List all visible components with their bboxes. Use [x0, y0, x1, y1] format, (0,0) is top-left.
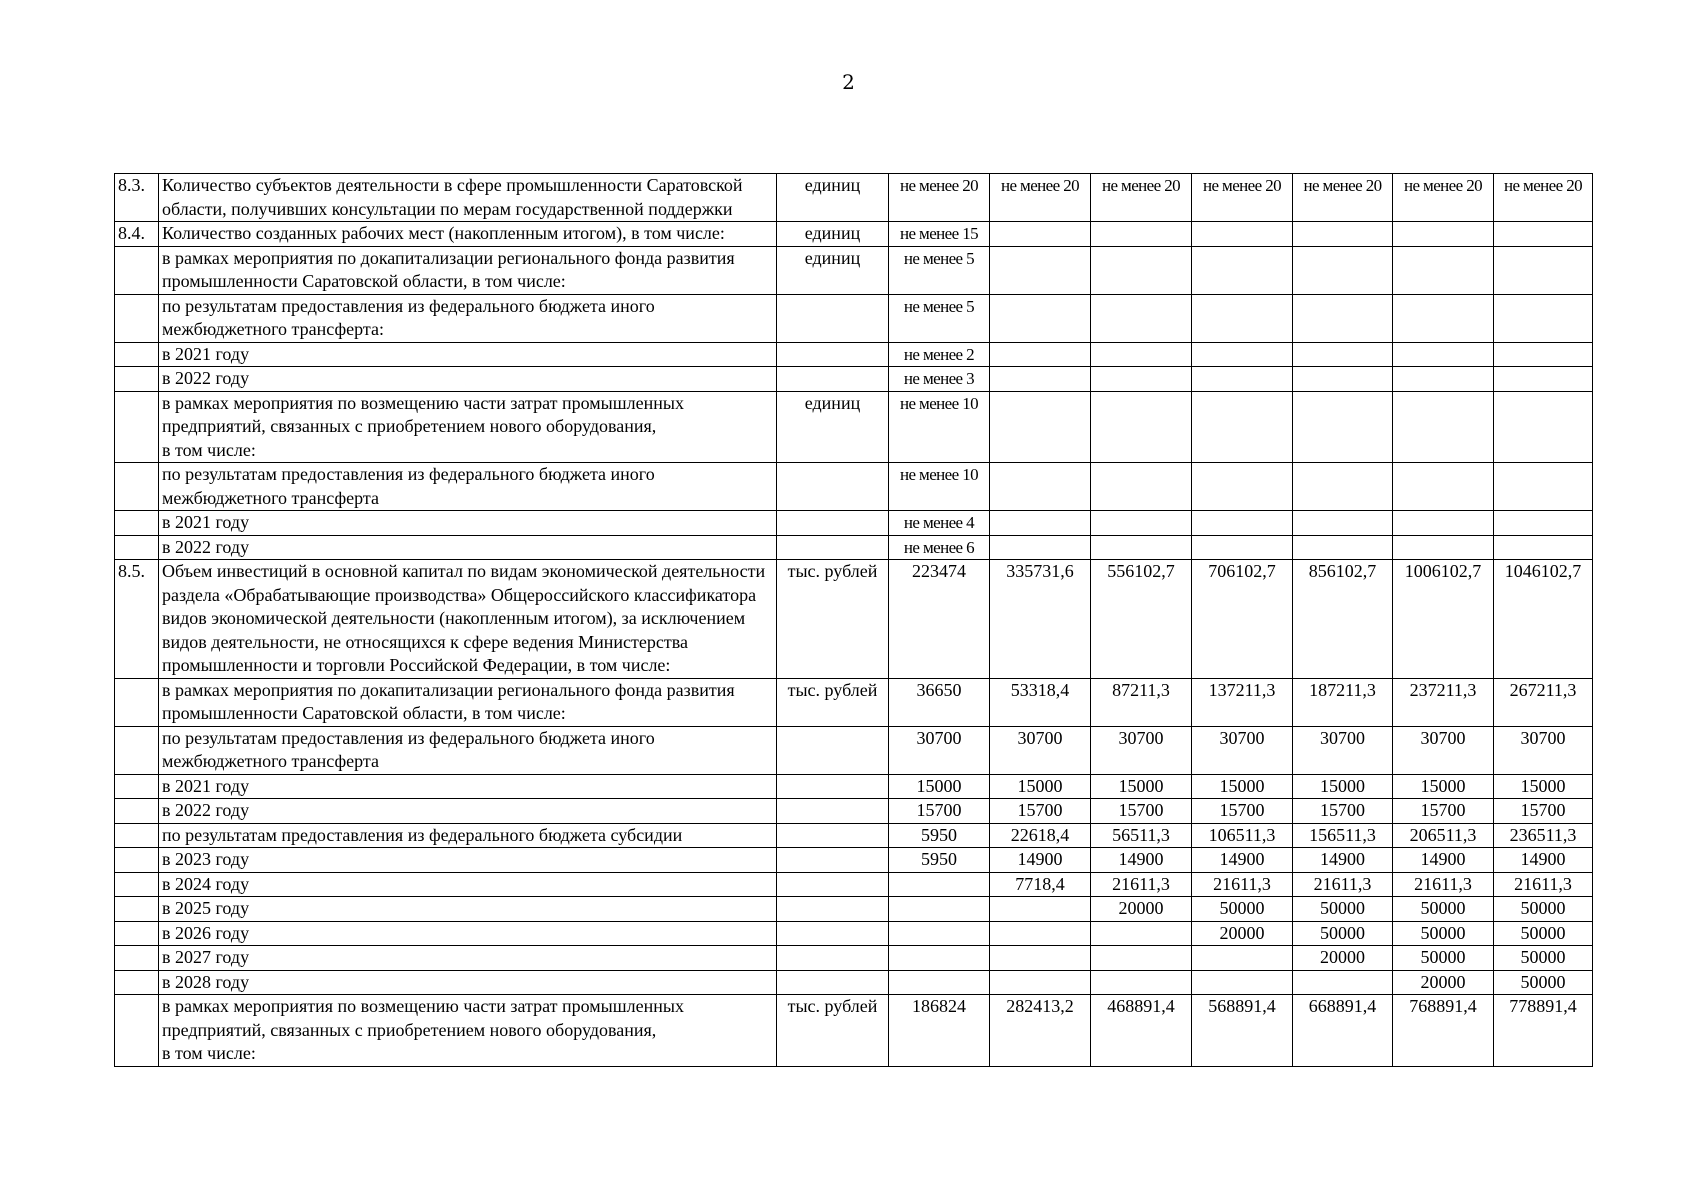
value-cell — [1393, 511, 1494, 536]
value-cell: 5950 — [889, 848, 990, 873]
value-cell — [1393, 222, 1494, 247]
row-number-cell — [115, 463, 159, 511]
value-cell — [889, 970, 990, 995]
value-cell — [889, 921, 990, 946]
value-cell: 267211,3 — [1494, 678, 1593, 726]
value-cell: 668891,4 — [1293, 995, 1393, 1067]
value-cell: не менее 20 — [889, 174, 990, 222]
value-cell — [1293, 294, 1393, 342]
value-cell — [1192, 246, 1293, 294]
unit-cell — [777, 823, 889, 848]
table-row — [115, 774, 1593, 799]
value-cell — [990, 511, 1091, 536]
value-cell — [1192, 946, 1293, 971]
indicator-name-cell: в рамках мероприятия по докапитализации регионального фонда развития промышленности Саратовской области, в том числе: — [159, 678, 777, 726]
row-number-cell — [115, 823, 159, 848]
value-cell — [1393, 367, 1494, 392]
value-cell — [1293, 342, 1393, 367]
value-cell — [1091, 921, 1192, 946]
value-cell — [1192, 463, 1293, 511]
value-cell: 1046102,7 — [1494, 560, 1593, 679]
value-cell: 30700 — [990, 726, 1091, 774]
table-row — [115, 174, 1593, 222]
unit-cell: тыс. рублей — [777, 995, 889, 1067]
value-cell — [889, 946, 990, 971]
value-cell — [1091, 463, 1192, 511]
value-cell: 335731,6 — [990, 560, 1091, 679]
unit-cell — [777, 511, 889, 536]
unit-cell: тыс. рублей — [777, 678, 889, 726]
value-cell — [1091, 535, 1192, 560]
value-cell: 156511,3 — [1293, 823, 1393, 848]
value-cell — [1494, 391, 1593, 463]
value-cell — [1494, 246, 1593, 294]
value-cell: 5950 — [889, 823, 990, 848]
value-cell: 768891,4 — [1393, 995, 1494, 1067]
table-row — [115, 995, 1593, 1067]
value-cell: 21611,3 — [1293, 872, 1393, 897]
value-cell — [1192, 391, 1293, 463]
row-number-cell — [115, 367, 159, 392]
indicator-name-cell: в рамках мероприятия по возмещению части затрат промышленных предприятий, связанных с приобретением нового оборудования, в том числе: — [159, 995, 777, 1067]
value-cell — [889, 872, 990, 897]
table-row — [115, 726, 1593, 774]
value-cell: 106511,3 — [1192, 823, 1293, 848]
value-cell — [1494, 463, 1593, 511]
table-row — [115, 970, 1593, 995]
value-cell: не менее 5 — [889, 246, 990, 294]
value-cell: 50000 — [1192, 897, 1293, 922]
value-cell: 21611,3 — [1393, 872, 1494, 897]
indicator-name-cell: по результатам предоставления из федерального бюджета иного межбюджетного трансферта — [159, 463, 777, 511]
value-cell — [1393, 342, 1494, 367]
value-cell — [1192, 222, 1293, 247]
value-cell: 206511,3 — [1393, 823, 1494, 848]
value-cell: не менее 20 — [990, 174, 1091, 222]
indicator-name-cell: в 2025 году — [159, 897, 777, 922]
value-cell — [990, 391, 1091, 463]
row-number-cell — [115, 511, 159, 536]
value-cell — [990, 535, 1091, 560]
value-cell: 30700 — [1192, 726, 1293, 774]
unit-cell — [777, 897, 889, 922]
table-row — [115, 222, 1593, 247]
indicator-name-cell: по результатам предоставления из федерального бюджета иного межбюджетного трансферта — [159, 726, 777, 774]
indicators-table — [114, 173, 1593, 1067]
value-cell — [1091, 511, 1192, 536]
value-cell: 778891,4 — [1494, 995, 1593, 1067]
value-cell: 22618,4 — [990, 823, 1091, 848]
value-cell: 36650 — [889, 678, 990, 726]
value-cell: 20000 — [1091, 897, 1192, 922]
value-cell: 186824 — [889, 995, 990, 1067]
row-number-cell — [115, 342, 159, 367]
value-cell: 50000 — [1393, 897, 1494, 922]
indicator-name-cell: в 2027 году — [159, 946, 777, 971]
value-cell: 30700 — [1393, 726, 1494, 774]
unit-cell: единиц — [777, 391, 889, 463]
value-cell — [1293, 511, 1393, 536]
unit-cell — [777, 921, 889, 946]
value-cell: не менее 6 — [889, 535, 990, 560]
value-cell — [889, 897, 990, 922]
value-cell — [990, 342, 1091, 367]
value-cell: не менее 20 — [1393, 174, 1494, 222]
value-cell: 50000 — [1393, 921, 1494, 946]
value-cell — [1091, 294, 1192, 342]
value-cell — [1393, 246, 1494, 294]
value-cell: 15000 — [990, 774, 1091, 799]
value-cell — [990, 246, 1091, 294]
value-cell: 15700 — [889, 799, 990, 824]
value-cell — [1192, 367, 1293, 392]
indicator-name-cell: Количество созданных рабочих мест (накопленным итогом), в том числе: — [159, 222, 777, 247]
value-cell: 15700 — [1192, 799, 1293, 824]
value-cell: не менее 15 — [889, 222, 990, 247]
value-cell — [1293, 391, 1393, 463]
indicator-name-cell: в 2022 году — [159, 799, 777, 824]
value-cell — [1192, 294, 1293, 342]
value-cell — [990, 970, 1091, 995]
value-cell — [1393, 463, 1494, 511]
value-cell: 137211,3 — [1192, 678, 1293, 726]
row-number-cell — [115, 246, 159, 294]
value-cell — [1494, 511, 1593, 536]
table-row — [115, 246, 1593, 294]
value-cell: 20000 — [1192, 921, 1293, 946]
value-cell: 50000 — [1494, 921, 1593, 946]
unit-cell — [777, 342, 889, 367]
value-cell — [1293, 970, 1393, 995]
value-cell — [1091, 970, 1192, 995]
value-cell — [1293, 463, 1393, 511]
indicator-name-cell: по результатам предоставления из федерального бюджета иного межбюджетного трансферта: — [159, 294, 777, 342]
value-cell — [1494, 222, 1593, 247]
row-number-cell — [115, 848, 159, 873]
value-cell: не менее 3 — [889, 367, 990, 392]
indicator-name-cell: по результатам предоставления из федерального бюджета субсидии — [159, 823, 777, 848]
indicator-name-cell: в 2023 году — [159, 848, 777, 873]
value-cell: 15000 — [1393, 774, 1494, 799]
value-cell: 30700 — [1091, 726, 1192, 774]
unit-cell — [777, 970, 889, 995]
table-row — [115, 535, 1593, 560]
value-cell: 14900 — [1494, 848, 1593, 873]
value-cell: не менее 4 — [889, 511, 990, 536]
unit-cell — [777, 799, 889, 824]
indicator-name-cell: в 2021 году — [159, 774, 777, 799]
value-cell: 20000 — [1393, 970, 1494, 995]
value-cell: не менее 5 — [889, 294, 990, 342]
value-cell: 223474 — [889, 560, 990, 679]
value-cell: 15700 — [990, 799, 1091, 824]
value-cell: 1006102,7 — [1393, 560, 1494, 679]
indicator-name-cell: в рамках мероприятия по возмещению части затрат промышленных предприятий, связанных с приобретением нового оборудования, в том числе: — [159, 391, 777, 463]
row-number-cell — [115, 799, 159, 824]
value-cell — [990, 897, 1091, 922]
value-cell: 15700 — [1293, 799, 1393, 824]
indicator-name-cell: в 2022 году — [159, 535, 777, 560]
row-number-cell: 8.3. — [115, 174, 159, 222]
value-cell: 468891,4 — [1091, 995, 1192, 1067]
unit-cell — [777, 946, 889, 971]
unit-cell: единиц — [777, 246, 889, 294]
value-cell: 14900 — [1293, 848, 1393, 873]
value-cell: 282413,2 — [990, 995, 1091, 1067]
unit-cell — [777, 774, 889, 799]
value-cell: 50000 — [1494, 946, 1593, 971]
unit-cell — [777, 535, 889, 560]
value-cell — [1091, 946, 1192, 971]
value-cell: 21611,3 — [1192, 872, 1293, 897]
value-cell: 14900 — [1091, 848, 1192, 873]
value-cell: 15700 — [1494, 799, 1593, 824]
row-number-cell — [115, 921, 159, 946]
table-row — [115, 367, 1593, 392]
value-cell: 236511,3 — [1494, 823, 1593, 848]
value-cell — [990, 463, 1091, 511]
table-row — [115, 897, 1593, 922]
table-row — [115, 511, 1593, 536]
value-cell: 50000 — [1494, 970, 1593, 995]
value-cell — [1192, 535, 1293, 560]
value-cell: не менее 20 — [1293, 174, 1393, 222]
value-cell: 568891,4 — [1192, 995, 1293, 1067]
indicator-name-cell: Количество субъектов деятельности в сфере промышленности Саратовской области, получивших консультации по мерам государственной поддержки — [159, 174, 777, 222]
value-cell — [1393, 294, 1494, 342]
table-row — [115, 946, 1593, 971]
unit-cell: тыс. рублей — [777, 560, 889, 679]
value-cell: 50000 — [1293, 897, 1393, 922]
unit-cell: единиц — [777, 222, 889, 247]
value-cell: 15000 — [1192, 774, 1293, 799]
value-cell — [1192, 342, 1293, 367]
value-cell: 15000 — [1293, 774, 1393, 799]
unit-cell — [777, 848, 889, 873]
value-cell: 237211,3 — [1393, 678, 1494, 726]
value-cell: 56511,3 — [1091, 823, 1192, 848]
value-cell: 53318,4 — [990, 678, 1091, 726]
value-cell — [990, 946, 1091, 971]
row-number-cell — [115, 294, 159, 342]
indicator-name-cell: Объем инвестиций в основной капитал по видам экономической деятельности раздела «Обрабатывающие производства» Общероссийского классификатора видов экономической деятельности (накопленным итогом), за исключением видов деятельности, не относящихся к сфере ведения Министерства промышленности и торговли Российской Федерации, в том числе: — [159, 560, 777, 679]
table-row — [115, 294, 1593, 342]
table-row — [115, 921, 1593, 946]
row-number-cell — [115, 678, 159, 726]
row-number-cell — [115, 897, 159, 922]
row-number-cell: 8.4. — [115, 222, 159, 247]
value-cell — [1494, 367, 1593, 392]
row-number-cell — [115, 970, 159, 995]
row-number-cell — [115, 726, 159, 774]
indicator-name-cell: в 2022 году — [159, 367, 777, 392]
value-cell — [1192, 970, 1293, 995]
value-cell — [1494, 294, 1593, 342]
indicator-name-cell: в 2024 году — [159, 872, 777, 897]
value-cell — [1494, 342, 1593, 367]
table-row — [115, 799, 1593, 824]
value-cell: 856102,7 — [1293, 560, 1393, 679]
value-cell: 187211,3 — [1293, 678, 1393, 726]
unit-cell — [777, 294, 889, 342]
value-cell — [1091, 367, 1192, 392]
row-number-cell — [115, 946, 159, 971]
row-number-cell — [115, 391, 159, 463]
value-cell — [1091, 391, 1192, 463]
value-cell — [990, 294, 1091, 342]
value-cell — [990, 222, 1091, 247]
value-cell: 30700 — [1494, 726, 1593, 774]
value-cell: 7718,4 — [990, 872, 1091, 897]
value-cell — [1293, 222, 1393, 247]
value-cell — [990, 367, 1091, 392]
value-cell — [1494, 535, 1593, 560]
value-cell: 50000 — [1494, 897, 1593, 922]
row-number-cell — [115, 535, 159, 560]
row-number-cell: 8.5. — [115, 560, 159, 679]
unit-cell — [777, 726, 889, 774]
value-cell — [990, 921, 1091, 946]
value-cell — [1393, 535, 1494, 560]
table-row — [115, 678, 1593, 726]
indicator-name-cell: в рамках мероприятия по докапитализации регионального фонда развития промышленности Саратовской области, в том числе: — [159, 246, 777, 294]
value-cell: 15700 — [1091, 799, 1192, 824]
value-cell: не менее 10 — [889, 391, 990, 463]
indicator-name-cell: в 2026 году — [159, 921, 777, 946]
value-cell: не менее 20 — [1192, 174, 1293, 222]
value-cell: 30700 — [889, 726, 990, 774]
value-cell: не менее 20 — [1494, 174, 1593, 222]
value-cell — [1293, 535, 1393, 560]
value-cell: не менее 20 — [1091, 174, 1192, 222]
row-number-cell — [115, 872, 159, 897]
table-row — [115, 342, 1593, 367]
unit-cell — [777, 463, 889, 511]
value-cell: 21611,3 — [1494, 872, 1593, 897]
value-cell: 15000 — [889, 774, 990, 799]
value-cell — [1091, 246, 1192, 294]
table-row — [115, 560, 1593, 679]
unit-cell: единиц — [777, 174, 889, 222]
row-number-cell — [115, 774, 159, 799]
value-cell: не менее 2 — [889, 342, 990, 367]
value-cell: 14900 — [1393, 848, 1494, 873]
table-row — [115, 872, 1593, 897]
value-cell: 50000 — [1293, 921, 1393, 946]
unit-cell — [777, 872, 889, 897]
value-cell — [1091, 222, 1192, 247]
value-cell: 30700 — [1293, 726, 1393, 774]
value-cell — [1091, 342, 1192, 367]
table-row — [115, 463, 1593, 511]
indicator-name-cell: в 2021 году — [159, 511, 777, 536]
unit-cell — [777, 367, 889, 392]
value-cell — [1192, 511, 1293, 536]
table-row — [115, 391, 1593, 463]
value-cell: 15700 — [1393, 799, 1494, 824]
value-cell — [1393, 391, 1494, 463]
value-cell — [1293, 367, 1393, 392]
value-cell: 706102,7 — [1192, 560, 1293, 679]
table-row — [115, 848, 1593, 873]
value-cell: 556102,7 — [1091, 560, 1192, 679]
indicator-name-cell: в 2028 году — [159, 970, 777, 995]
indicator-name-cell: в 2021 году — [159, 342, 777, 367]
value-cell: 21611,3 — [1091, 872, 1192, 897]
value-cell — [1293, 246, 1393, 294]
value-cell: 15000 — [1494, 774, 1593, 799]
value-cell: 14900 — [990, 848, 1091, 873]
value-cell: не менее 10 — [889, 463, 990, 511]
value-cell: 15000 — [1091, 774, 1192, 799]
indicators-table-body — [115, 174, 1593, 1067]
value-cell: 50000 — [1393, 946, 1494, 971]
table-row — [115, 823, 1593, 848]
value-cell: 87211,3 — [1091, 678, 1192, 726]
row-number-cell — [115, 995, 159, 1067]
page-number: 2 — [842, 70, 855, 94]
value-cell: 20000 — [1293, 946, 1393, 971]
value-cell: 14900 — [1192, 848, 1293, 873]
